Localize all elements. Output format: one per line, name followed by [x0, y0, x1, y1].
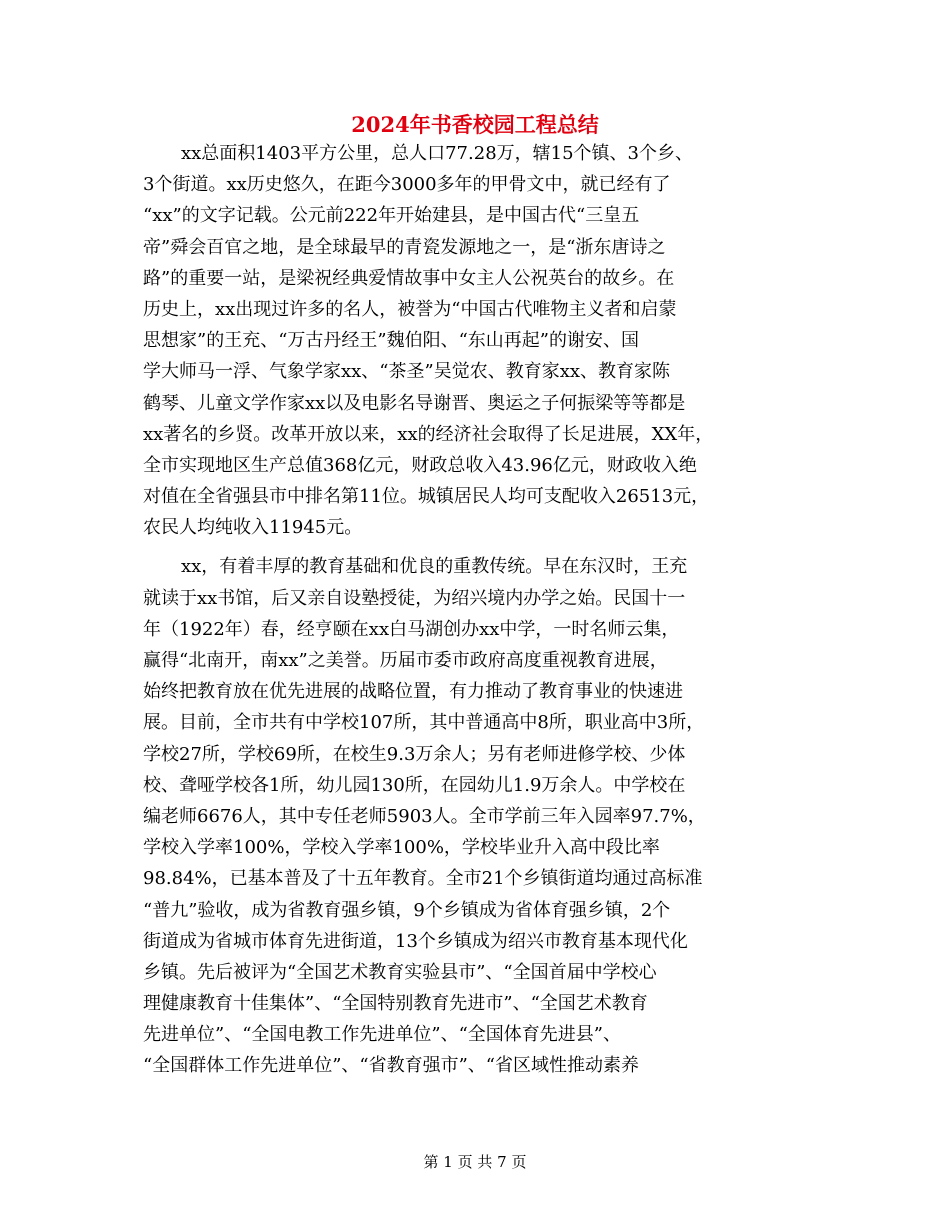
text-line: “全国群体工作先进单位”、“省教育强市”、“省区域性推动素养 — [143, 1055, 640, 1077]
text-line: 乡镇。先后被评为“全国艺术教育实验县市”、“全国首届中学校心 — [143, 961, 657, 983]
text-line: 农民人均纯收入11945元。 — [143, 517, 363, 539]
text-line: xx，有着丰厚的教育基础和优良的重教传统。早在东汉时，王充 — [181, 556, 688, 578]
text-line: 理健康教育十佳集体”、“全国特别教育先进市”、“全国艺术教育 — [143, 993, 648, 1015]
text-line: 校、聋哑学校各1所，幼儿园130所，在园幼儿1.9万余人。中学校在 — [143, 774, 686, 796]
text-line: 先进单位”、“全国电教工作先进单位”、“全国体育先进县”、 — [143, 1024, 622, 1046]
text-line: xx著名的乡贤。改革开放以来，xx的经济社会取得了长足进展，XX年， — [143, 423, 714, 445]
text-line: 学大师马一浮、气象学家xx、“茶圣”吴觉农、教育家xx、教育家陈 — [143, 361, 671, 383]
text-line: 学校入学率100%，学校入学率100%，学校毕业升入高中段比率 — [143, 837, 660, 859]
text-line: 街道成为省城市体育先进街道，13个乡镇成为绍兴市教育基本现代化 — [143, 930, 688, 952]
text-line: 3个街道。xx历史悠久，在距今3000多年的甲骨文中，就已经有了 — [143, 174, 671, 196]
text-line: “普九”验收，成为省教育强乡镇，9个乡镇成为省体育强乡镇，2个 — [143, 899, 671, 921]
text-line: 鹤琴、儿童文学作家xx以及电影名导谢晋、奥运之子何振梁等等都是 — [143, 392, 686, 414]
text-line: 展。目前，全市共有中学校107所，其中普通高中8所，职业高中3所， — [143, 712, 705, 734]
text-line: xx总面积1403平方公里，总人口77.28万，辖15个镇、3个乡、 — [181, 143, 693, 164]
paragraph-1 — [143, 138, 823, 543]
text-line: 始终把教育放在优先进展的战略位置，有力推动了教育事业的快速进 — [143, 681, 683, 703]
text-line: 思想家”的王充、“万古丹经王”魏伯阳、“东山再起”的谢安、国 — [143, 330, 640, 352]
text-line: 学校27所，学校69所，在校生9.3万余人；另有老师进修学校、少体 — [143, 743, 686, 765]
text-line: 年（1922年）春，经亨颐在xx白马湖创办xx中学，一时名师云集， — [143, 618, 680, 640]
text-line: 就读于xx书馆，后又亲自设塾授徒，为绍兴境内办学之始。民国十一 — [143, 587, 686, 609]
text-line: 编老师6676人，其中专任老师5903人。全市学前三年入园率97.7%， — [143, 805, 706, 827]
paragraph-2 — [143, 551, 823, 1081]
text-line: 帝”舜会百官之地，是全球最早的青瓷发源地之一，是“浙东唐诗之 — [143, 236, 666, 258]
page-footer: 第 1 页 共 7 页 — [423, 1153, 527, 1171]
text-line: 历史上，xx出现过许多的名人，被誉为“中国古代唯物主义者和启蒙 — [143, 298, 677, 320]
text-line: 路”的重要一站，是梁祝经典爱情故事中女主人公祝英台的故乡。在 — [143, 267, 675, 289]
text-line: 对值在全省强县市中排名第11位。城镇居民人均可支配收入26513元， — [143, 486, 710, 508]
text-line: 全市实现地区生产总值368亿元，财政总收入43.96亿元，财政收入绝 — [143, 454, 697, 476]
text-line: 98.84%，已基本普及了十五年教育。全市21个乡镇街道均通过高标准 — [143, 868, 703, 890]
document-body — [143, 138, 823, 1082]
document-title: 2024年书香校园工程总结 — [351, 112, 599, 137]
text-line: “xx”的文字记载。公元前222年开始建县，是中国古代“三皇五 — [143, 205, 640, 227]
text-line: 赢得“北南开，南xx”之美誉。历届市委市政府高度重视教育进展， — [143, 650, 668, 671]
